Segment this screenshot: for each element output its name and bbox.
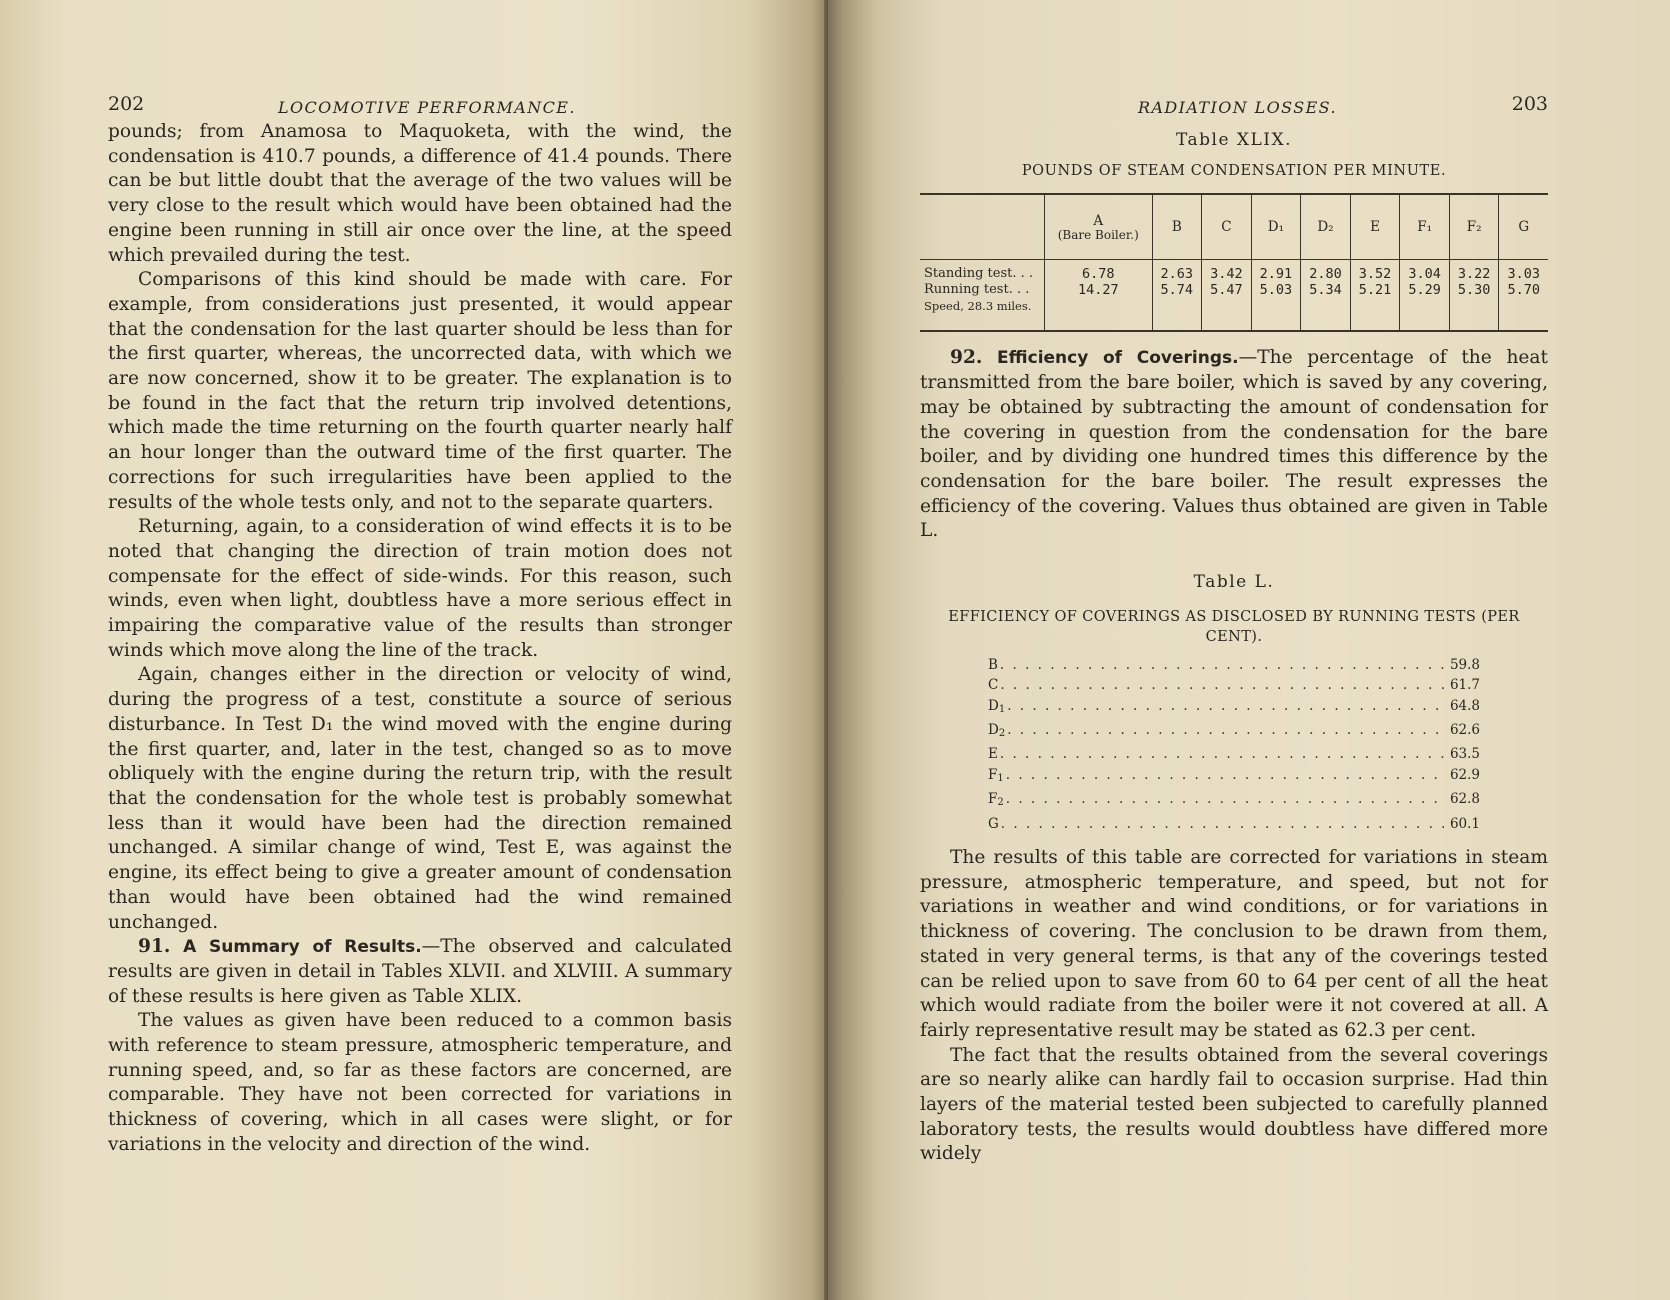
table-49-title: Table XLIX. <box>1175 130 1293 150</box>
table-50 <box>988 655 1480 834</box>
running-head: RADIATION LOSSES. <box>1138 98 1337 117</box>
column-header-f2: F₂ <box>1449 194 1499 260</box>
section-text: —The observed and calculated results are given in detail in Tables XLVII. and XLVIII. A summary of these results is here given as Table XLIX. <box>108 936 733 1007</box>
table-49 <box>920 193 1548 332</box>
row-value: 64.8 <box>1449 697 1480 714</box>
paragraph: The fact that the results obtained from the several coverings are so nearly alike can hardly fail to occasion surprise. Had thin layers of the material tested been subjected to carefully planned laboratory tests, the results would doubtless have differed more widely <box>920 1044 1548 1165</box>
paragraph: Again, changes either in the direction or velocity of wind, during the progress of a test, constitute a source of serious disturbance. In Test D₁ the wind moved with the engine during the first quarter, and, later in the test, changed so as to move obliquely with the engine during the return trip, with the result that the condensation for the whole test is probably somewhat less than it would have been had the direction remained unchanged. A similar change of wind, Test E, was against the engine, its effect being to give a greater amount of condensation than would have been obtained had the wind remained unchanged. <box>108 664 732 933</box>
table-row <box>988 655 1480 675</box>
row-label-standing: Standing test. . . <box>924 266 1034 282</box>
right-page-header <box>920 90 1548 120</box>
column-header-d1: D₁ <box>1251 194 1301 260</box>
dot-leader <box>1001 814 1444 834</box>
page-number: 203 <box>1511 93 1548 115</box>
table-row <box>988 765 1480 789</box>
column-header-d2: D₂ <box>1301 194 1351 260</box>
row-value: 60.1 <box>1449 815 1480 832</box>
column-header-b: B <box>1152 194 1202 260</box>
section-number: 91. <box>138 936 171 958</box>
row-label: C <box>988 677 999 694</box>
table-row <box>988 675 1480 695</box>
table-corner-cell <box>920 194 1045 260</box>
row-label: D2 <box>988 721 1006 739</box>
row-labels <box>920 260 1045 332</box>
section-92 <box>920 346 1548 544</box>
cell-c: 3.42 5.47 <box>1202 260 1252 332</box>
row-label: F1 <box>988 766 1004 784</box>
dot-leader <box>1000 675 1444 695</box>
row-value: 62.8 <box>1449 791 1480 808</box>
right-page-content <box>920 90 1548 1167</box>
left-page-content <box>108 90 732 1158</box>
row-label-speed: Speed, 28.3 miles. <box>924 299 1032 314</box>
cell-a: 6.78 14.27 <box>1045 260 1153 332</box>
row-value: 61.7 <box>1449 677 1480 694</box>
table-row <box>988 696 1480 720</box>
paragraph: The results of this table are corrected for variations in steam pressure, atmospheric temperature, and speed, but not for variations in weather and wind conditions, or for variations in thickness of covering. The conclusion to be drawn from them, stated in very general terms, is that any of the coverings tested can be relied upon to save from 60 to 64 per cent of all the heat which would radiate from the boiler were it not covered at all. A fairly representative result may be stated as 62.3 per cent. <box>920 846 1548 1041</box>
dot-leader <box>1000 744 1444 764</box>
right-page <box>828 0 1670 1300</box>
dot-leader <box>1006 765 1444 785</box>
section-title: A Summary of Results. <box>183 937 422 958</box>
section-number: 92. <box>950 347 983 369</box>
table-row <box>988 744 1480 764</box>
section-text: —The percentage of the heat transmitted from the bare boiler, which is saved by any covering, may be obtained by subtracting the amount of condensation for the covering in question from the condensation for the bare boiler, and by dividing one hundred times this difference by the condensation for the bare boiler. The result expresses the efficiency of the covering. Values thus obtained are given in Table L. <box>920 347 1548 542</box>
cell-f2: 3.22 5.30 <box>1449 260 1499 332</box>
page-number: 202 <box>108 93 145 115</box>
column-header-g: G <box>1499 194 1548 260</box>
row-label-running: Running test. . . <box>924 282 1030 298</box>
cell-d1: 2.91 5.03 <box>1251 260 1301 332</box>
dot-leader <box>1007 720 1444 740</box>
cell-b: 2.63 5.74 <box>1152 260 1202 332</box>
table-50-subtitle: EFFICIENCY OF COVERINGS AS DISCLOSED BY RUNNING TESTS (PER CENT). <box>948 608 1520 645</box>
row-label: B <box>988 656 998 673</box>
table-50-title: Table L. <box>1193 572 1275 593</box>
row-value: 63.5 <box>1449 746 1480 763</box>
table-row <box>988 814 1480 834</box>
cell-g: 3.03 5.70 <box>1499 260 1548 332</box>
paragraph: The values as given have been reduced to a common basis with reference to steam pressure, atmospheric temperature, and running speed, and, so far as these factors are concerned, are comparable. They have not been corrected for variations in thickness of covering, which in all cases were slight, or for variations in the velocity and direction of the wind. <box>108 1010 732 1155</box>
row-label: G <box>988 815 999 832</box>
table-row <box>920 260 1548 332</box>
left-page <box>0 0 828 1300</box>
section-91 <box>108 935 732 1009</box>
row-value: 62.9 <box>1449 766 1480 783</box>
column-header-c: C <box>1202 194 1252 260</box>
table-row <box>988 720 1480 744</box>
dot-leader <box>1000 655 1444 675</box>
cell-e: 3.52 5.21 <box>1350 260 1400 332</box>
row-label: E <box>988 746 998 763</box>
paragraph: Returning, again, to a consideration of wind effects it is to be noted that changing the direction of train motion does not compensate for the effect of side-winds. For this reason, such winds, even when light, doubtless have a more serious effect in impairing the comparative value of the results than stronger winds which move along the line of the track. <box>108 516 732 661</box>
section-title: Efficiency of Coverings. <box>997 348 1239 369</box>
cell-f1: 3.04 5.29 <box>1400 260 1450 332</box>
column-header-e: E <box>1350 194 1400 260</box>
paragraph: Comparisons of this kind should be made with care. For example, from considerations just presented, it would appear that the condensation for the last quarter should be less than for the first quarter, whereas, the uncorrected data, with which we are now concerned, show it to be greater. The explanation is to be found in the fact that the return trip involved detentions, which made the time returning on the fourth quarter nearly half an hour longer than the outward time of the first quarter. The corrections for such irregularities have been applied to the results of the whole tests only, and not to the separate quarters. <box>108 269 732 513</box>
cell-d2: 2.80 5.34 <box>1301 260 1351 332</box>
column-header-a: A (Bare Boiler.) <box>1045 194 1153 260</box>
column-header-f1: F₁ <box>1400 194 1450 260</box>
row-label: D1 <box>988 697 1006 715</box>
paragraph: pounds; from Anamosa to Maquoketa, with the wind, the condensation is 410.7 pounds, a difference of 41.4 pounds. There can be but little doubt that the average of the two values will be very close to the result which would have been obtained had the engine been running in still air once over the line, at the speed which prevailed during the test. <box>108 121 732 266</box>
row-value: 59.8 <box>1449 656 1480 673</box>
left-page-header <box>108 90 732 120</box>
table-header-row <box>920 194 1548 260</box>
dot-leader <box>1006 789 1444 809</box>
row-label: F2 <box>988 791 1004 809</box>
table-row <box>988 789 1480 813</box>
row-value: 62.6 <box>1449 721 1480 738</box>
table-49-subtitle: POUNDS OF STEAM CONDENSATION PER MINUTE. <box>1021 162 1447 179</box>
dot-leader <box>1007 696 1444 716</box>
running-head: LOCOMOTIVE PERFORMANCE. <box>278 98 576 117</box>
